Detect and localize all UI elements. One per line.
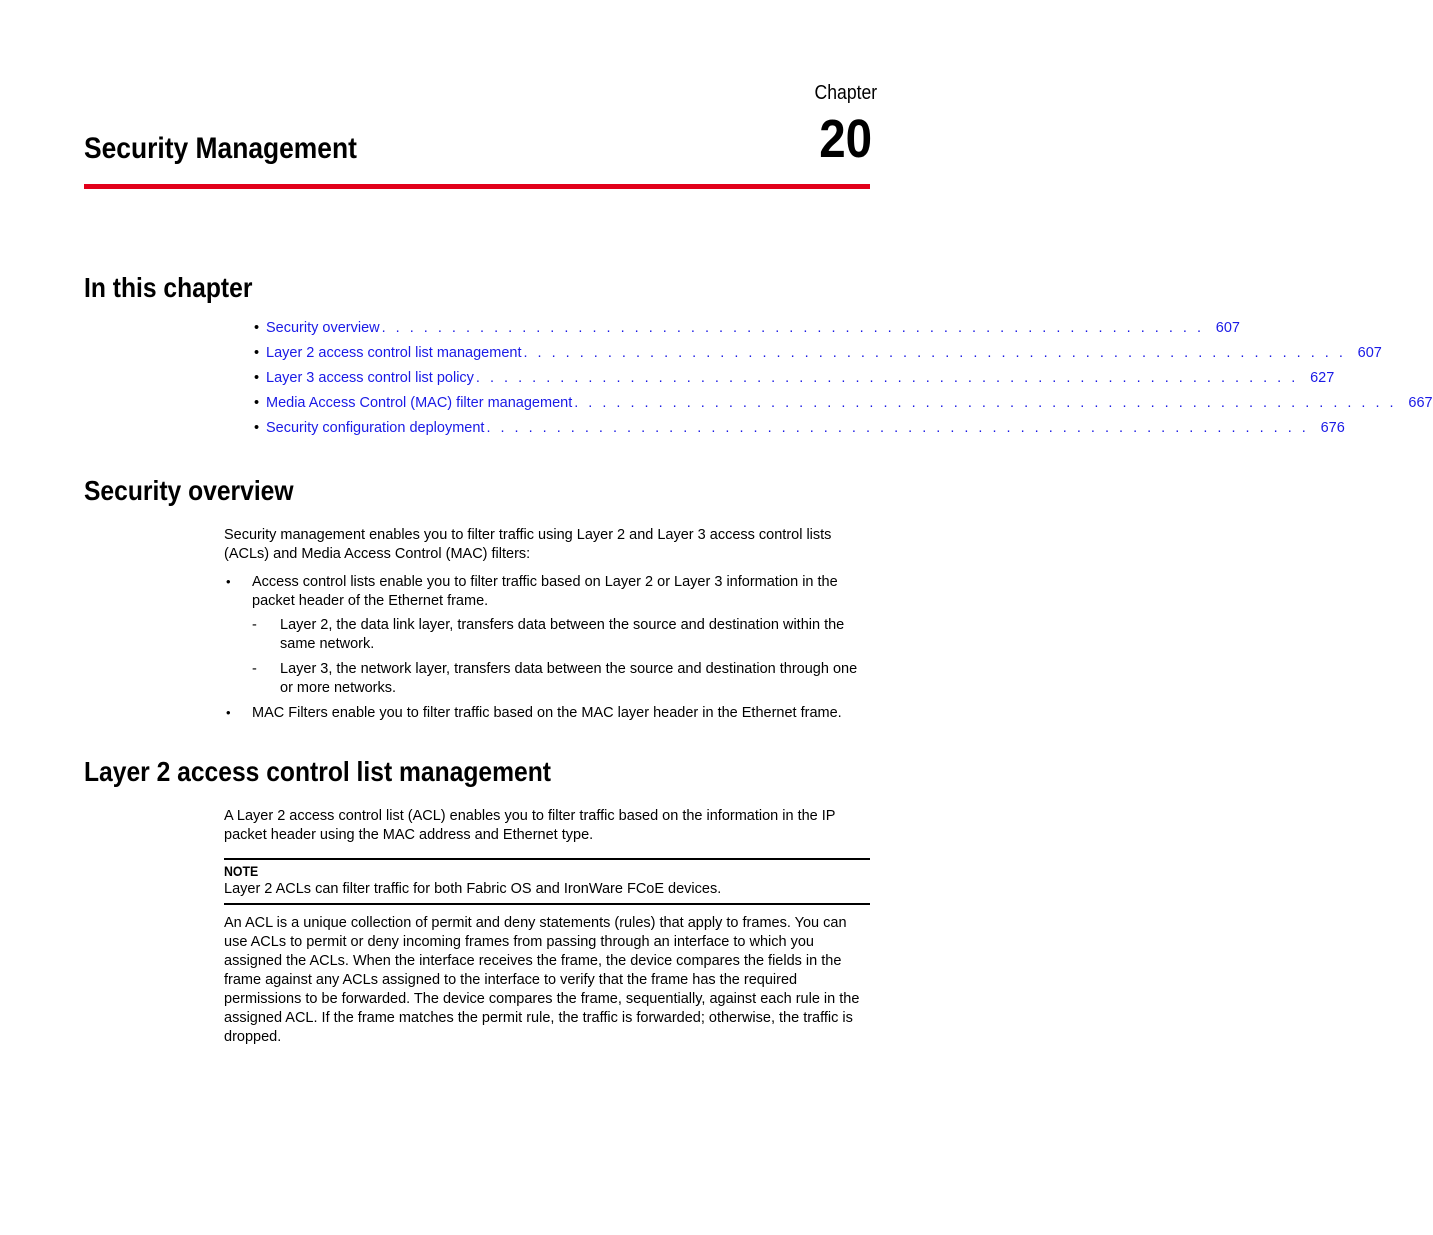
note-text: Layer 2 ACLs can filter traffic for both Fabric OS and IronWare FCoE devices.	[224, 881, 722, 897]
toc-link-layer3-acl[interactable]: Layer 3 access control list policy	[266, 370, 474, 386]
chapter-number: 20	[819, 109, 872, 169]
toc-bullet: •	[254, 420, 260, 436]
note-bottom-rule	[224, 903, 870, 905]
toc-leader: . . . . . . . . . . . . . . . . . . . . . . . . . . . . . . . . . . . . . . . . . . . . . . . . . . . . . . . . . . .	[574, 395, 1397, 411]
dash-mark: -	[252, 617, 257, 633]
bullet-mark: •	[226, 705, 231, 720]
toc-link-security-overview[interactable]: Security overview	[266, 320, 380, 336]
toc-bullet: •	[254, 395, 260, 411]
toc-leader: . . . . . . . . . . . . . . . . . . . . . . . . . . . . . . . . . . . . . . . . . . . . . . . . . . . . . . . . . . .	[475, 370, 1299, 386]
list-item-text: MAC Filters enable you to filter traffic based on the MAC layer header in the Ethernet frame.	[252, 705, 842, 721]
list-item	[224, 704, 870, 723]
toc-leader: . . . . . . . . . . . . . . . . . . . . . . . . . . . . . . . . . . . . . . . . . . . . . . . . . . . . . . . . . . .	[523, 345, 1346, 361]
bullet-mark: •	[226, 574, 231, 589]
note-top-rule	[224, 858, 870, 860]
chapter-title-rule	[84, 184, 870, 189]
toc-item[interactable]	[254, 395, 1433, 420]
dash-mark: -	[252, 661, 257, 677]
list-item-text: Access control lists enable you to filter traffic based on Layer 2 or Layer 3 information in the packet header of the Ethernet frame.	[252, 574, 838, 609]
security-overview-heading: Security overview	[84, 475, 294, 506]
layer2-acl-body: An ACL is a unique collection of permit and deny statements (rules) that apply to frames. You can use ACLs to permit or deny incoming frames from passing through an interface to which you assigned the ACLs. When the interface receives the frame, the device compares the fields in the frame against any ACLs assigned to the interface to verify that the frame has the required permissions to be forwarded. The device compares the frame, sequentially, against each rule in the assigned ACL. If the frame matches the permit rule, the traffic is forwarded; otherwise, the traffic is dropped.	[224, 915, 860, 1045]
toc-bullet: •	[254, 345, 260, 361]
toc-bullet: •	[254, 370, 260, 386]
chapter-toc	[254, 320, 1433, 445]
toc-item[interactable]	[254, 345, 1382, 370]
toc-link-security-config[interactable]: Security configuration deployment	[266, 420, 485, 436]
toc-item[interactable]	[254, 320, 1240, 345]
security-overview-intro: Security management enables you to filter traffic using Layer 2 and Layer 3 access control lists (ACLs) and Media Access Control (MAC) filters:	[224, 527, 832, 562]
layer2-acl-intro: A Layer 2 access control list (ACL) enables you to filter traffic based on the information in the IP packet header using the MAC address and Ethernet type.	[224, 808, 836, 843]
note-label: NOTE	[224, 863, 259, 879]
layer2-acl-heading: Layer 2 access control list management	[84, 756, 552, 787]
toc-page-link[interactable]: 676	[1320, 420, 1345, 436]
toc-page-link[interactable]: 627	[1310, 370, 1335, 386]
chapter-title: Security Management	[84, 132, 357, 165]
toc-link-mac-filter[interactable]: Media Access Control (MAC) filter management	[266, 395, 573, 411]
toc-page-link[interactable]: 607	[1357, 345, 1382, 361]
toc-item[interactable]	[254, 420, 1345, 445]
sub-list-item	[252, 660, 870, 698]
chapter-label: Chapter	[814, 82, 877, 104]
toc-leader: . . . . . . . . . . . . . . . . . . . . . . . . . . . . . . . . . . . . . . . . . . . . . . . . . . . . . . . . . . .	[486, 420, 1309, 436]
sub-list-item-text: Layer 3, the network layer, transfers data between the source and destination through one or more networks.	[280, 661, 858, 696]
sub-list-item-text: Layer 2, the data link layer, transfers data between the source and destination within the same network.	[280, 617, 845, 652]
toc-item[interactable]	[254, 370, 1335, 395]
toc-leader: . . . . . . . . . . . . . . . . . . . . . . . . . . . . . . . . . . . . . . . . . . . . . . . . . . . . . . . . . . .	[381, 320, 1204, 336]
toc-bullet: •	[254, 320, 260, 336]
toc-page-link[interactable]: 607	[1215, 320, 1240, 336]
sub-list-item	[252, 616, 870, 654]
list-item	[224, 573, 870, 611]
in-this-chapter-heading: In this chapter	[84, 272, 253, 303]
toc-page-link[interactable]: 667	[1408, 395, 1433, 411]
toc-link-layer2-acl[interactable]: Layer 2 access control list management	[266, 345, 522, 361]
